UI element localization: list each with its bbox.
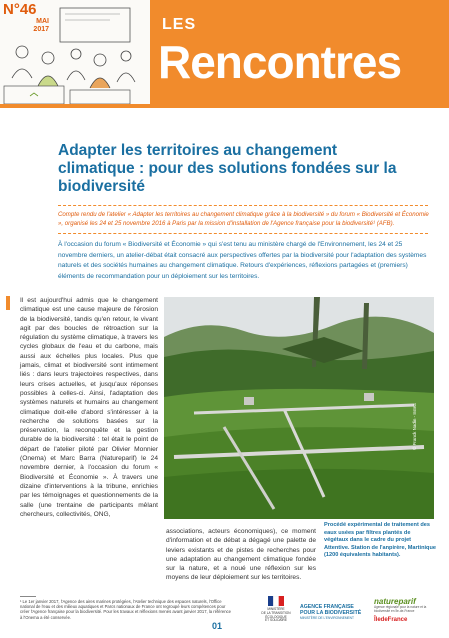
afb-logo xyxy=(300,604,368,620)
photo-caption: Procédé expérimental de traitement des eaux usées par filtres plantés de végétaux dans le cadre du projet Attentive. Station de l'anpirère, Martinique (1200 équivalents habitants). xyxy=(324,522,436,559)
issue-number: N°46 xyxy=(3,1,37,18)
article-title xyxy=(58,142,408,196)
page-number: 01 xyxy=(212,621,223,631)
article-title-sub: pour des solutions fondées sur la biodiversité xyxy=(58,160,397,195)
article-title-main: Adapter les territoires au changement climatique : xyxy=(58,142,338,177)
footnote: ¹ Le 1er janvier 2017, l'Agence des aires marines protégées, l'Atelier technique des espaces naturels, l'Office national de l'eau et des milieux aquatiques et Parcs nationaux de France ont regroupé leurs compétences pour créer l'Agence française pour la biodiversité. Pour les travaux et réflexions menés avant janvier 2017, la référence à l'Onema a été conservée. xyxy=(20,599,231,620)
afb-line-3: MINISTÈRE DE L'ENVIRONNEMENT xyxy=(300,616,354,620)
afb-line-2: POUR LA BIODIVERSITÉ xyxy=(300,610,362,616)
intro-paragraph: À l'occasion du forum « Biodiversité et Économie » qui s'est tenu au ministère chargé de l'Environnement, les 24 et 25 novembre derniers, un atelier-débat était consacré aux perspectives offertes par la biodiversité pour l'adaptation des systèmes naturels et des sociétés humaines au changement climatique. Retours d'expériences, réflexions partagées et (premiers) éléments de recommandation pour un déploiement sur les territoires. xyxy=(58,241,427,280)
meeting-sketch-illustration xyxy=(0,0,150,108)
dashed-divider-bottom xyxy=(58,233,428,234)
ministry-logo xyxy=(254,596,298,636)
iledefrance-logo: ÎledeFrance xyxy=(374,616,408,623)
natureparif-name: natureparif xyxy=(374,597,416,606)
issue-year: 2017 xyxy=(33,26,49,33)
natureparif-subtitle: Agence régionale pour la nature et la biodiversité en Île-de-France xyxy=(374,605,427,613)
series-small-label: LES xyxy=(162,16,197,33)
natureparif-logo xyxy=(374,597,438,623)
body-left-column: Il est aujourd'hui admis que le changement climatique est une cause majeure de l'érosion de la biodiversité, tandis qu'en retour, le vivant agit par des boucles de rétroaction sur la régulation du système climatique, à travers les cycles globaux de l'eau et du carbone, mais aussi aux échelles plus locales. Plus que jamais, climat et biodiversité sont intimement liés : dans leurs trajectoires respectives, dans leurs crises actuelles, et jusqu'aux réponses possibles à celles-ci. Ainsi, l'adaptation des systèmes naturels et humains au changement climatique doit-elle d'abord s'intéresser à la recherche de solutions basées sur la préservation, la reconquête et la gestion durable de la biodiversité : tel était le point de départ de l'atelier piloté par Olivier Monnier (Onema) et Marc Barra (Natureparif) le 24 novembre dernier, à l'occasion du forum « Biodiversité et Économie ». À travers une dizaine d'interventions à la tribune, enrichies par les témoignages et questionnements de la salle (une trentaine de participants mêlant chercheurs, collectivités, ONG, xyxy=(20,297,158,518)
issue-month: MAI xyxy=(36,18,49,25)
series-title: Rencontres xyxy=(158,36,402,88)
issue-badge xyxy=(3,2,55,34)
ministry-name: MINISTÈRE DE LA TRANSITION ÉCOLOGIQUE ET SOLIDAIRE xyxy=(261,607,291,623)
footnote-rule xyxy=(20,596,36,597)
wetland-photo xyxy=(164,297,434,519)
dashed-divider-top xyxy=(58,205,428,206)
french-flag-icon xyxy=(268,596,284,606)
report-summary-line: Compte rendu de l'atelier « Adapter les territoires au changement climatique grâce à la biodiversité » du forum « Biodiversité et Économie », organisé les 24 et 25 novembre 2016 à Paris par la mission d'installation de l'Agence française pour la biodiversité¹ (AFB). xyxy=(58,211,429,227)
afb-line-1: AGENCE FRANÇAISE xyxy=(300,604,354,610)
masthead-rule xyxy=(0,104,449,108)
paragraph-accent-bar xyxy=(6,296,10,310)
masthead xyxy=(0,0,449,108)
body-middle-column: associations, acteurs économiques), ce moment d'information et de débat a dégagé une palette de leviers existants et de pistes de recherches pour une adaptation au changement climatique fondée sur la nature, et a noué une réflexion sur les moyens de leur déploiement sur les territoires. xyxy=(166,528,316,582)
photo-credit: © Franck Nadin - Irstea xyxy=(412,403,417,450)
